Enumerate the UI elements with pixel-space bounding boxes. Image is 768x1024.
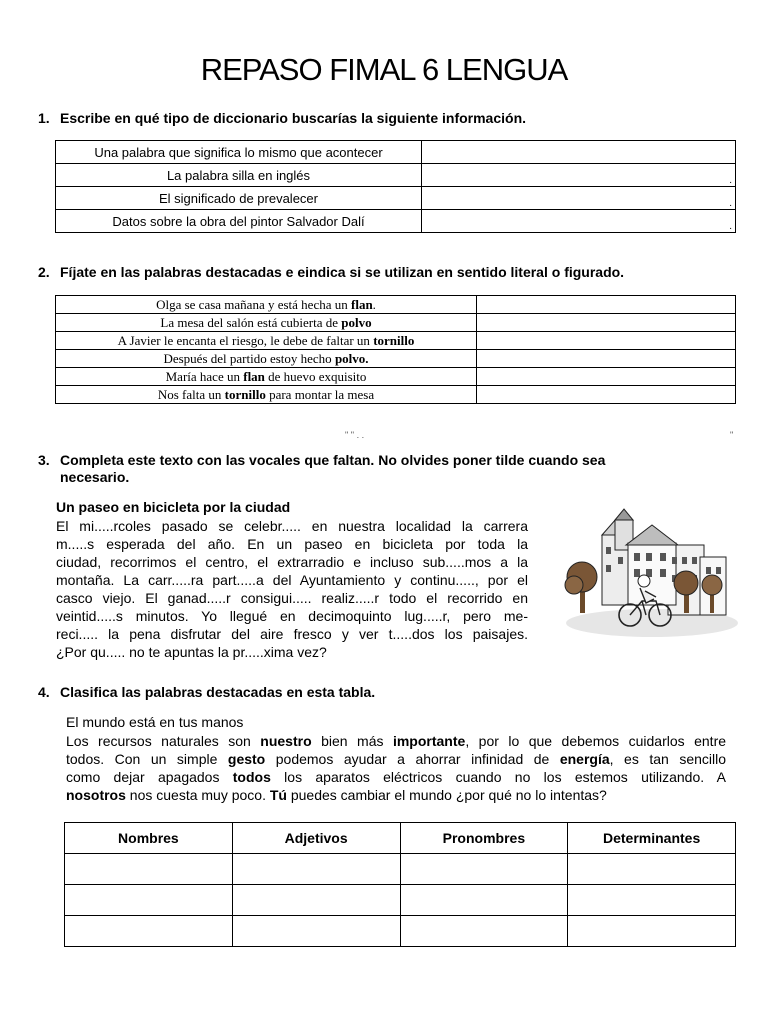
answer-cell[interactable] — [400, 916, 568, 947]
answer-cell[interactable]: . — [422, 187, 736, 210]
answer-cell[interactable]: . — [422, 164, 736, 187]
sentence-cell: La mesa del salón está cubierta de polvo — [56, 314, 477, 332]
city-cyclist-illustration — [560, 505, 738, 640]
answer-cell[interactable] — [232, 885, 400, 916]
table-row — [56, 386, 736, 404]
highlighted-word: todos — [232, 769, 271, 785]
answer-cell[interactable] — [232, 854, 400, 885]
highlighted-word: energía — [559, 751, 610, 767]
table-row — [56, 350, 736, 368]
paragraph-text: podemos ayudar a ahorrar infinidad de — [265, 751, 560, 767]
dictionary-table — [55, 140, 736, 233]
answer-cell[interactable] — [422, 141, 736, 164]
table-row — [56, 187, 736, 210]
table-row — [56, 141, 736, 164]
table-row — [56, 296, 736, 314]
page-title: REPASO FIMAL 6 LENGUA — [200, 52, 568, 87]
answer-cell[interactable] — [477, 386, 736, 404]
dictionary-item: Datos sobre la obra del pintor Salvador Dalí — [56, 210, 422, 233]
column-header: Adjetivos — [232, 823, 400, 854]
paragraph-line — [66, 786, 726, 804]
answer-cell[interactable] — [568, 885, 736, 916]
question-3-number: 3. — [38, 452, 50, 468]
answer-cell[interactable] — [477, 296, 736, 314]
answer-cell[interactable] — [477, 368, 736, 386]
table-row — [65, 916, 736, 947]
question-4-text: Clasifica las palabras destacadas en esta tabla. — [60, 684, 376, 700]
passage-line: ciudad, recorrimos el centro, el extrarradio e incluso sub.....mos a la — [56, 554, 528, 570]
answer-cell[interactable] — [65, 854, 233, 885]
passage-line: El mi.....rcoles pasado se celebr..... en nuestra localidad la carrera — [56, 518, 528, 534]
paragraph-text: , por lo que debemos cuidarlos entre — [465, 733, 727, 749]
stray-marks: " — [730, 430, 734, 440]
paragraph-text: nos cuesta muy poco. — [125, 787, 270, 803]
table-row — [56, 314, 736, 332]
question-1-text: Escribe en qué tipo de diccionario buscarías la siguiente información. — [60, 110, 527, 126]
question-4-number: 4. — [38, 684, 50, 700]
answer-cell[interactable] — [400, 854, 568, 885]
table-header-row — [65, 823, 736, 854]
paragraph-text: Los recursos naturales son — [66, 733, 261, 749]
fill-vowels-passage — [56, 517, 528, 661]
passage-line: casco viejo. El ganad.....r consigui..... realiz.....r todo el recorrido en — [56, 590, 528, 606]
answer-cell[interactable] — [568, 916, 736, 947]
paragraph-line — [66, 750, 726, 768]
dictionary-item: La palabra silla en inglés — [56, 164, 422, 187]
stray-marks: " '' . . — [345, 430, 365, 440]
table-row — [56, 368, 736, 386]
column-header: Nombres — [65, 823, 233, 854]
question-1-number: 1. — [38, 110, 50, 126]
paragraph-line — [66, 768, 726, 786]
answer-cell[interactable] — [477, 350, 736, 368]
passage-line: ¿Por qu..... no te apuntas la pr.....xima vez? — [56, 644, 327, 660]
column-header: Pronombres — [400, 823, 568, 854]
passage-title: Un paseo en bicicleta por la ciudad — [56, 499, 291, 515]
paragraph-title: El mundo está en tus manos — [66, 714, 244, 730]
highlighted-word: Tú — [269, 787, 287, 803]
column-header: Determinantes — [568, 823, 736, 854]
question-3-text-cont: necesario. — [60, 469, 130, 485]
sentence-cell: Olga se casa mañana y está hecha un flan. — [56, 296, 477, 314]
answer-cell[interactable]: . — [422, 210, 736, 233]
paragraph-text: , es tan sencillo — [609, 751, 727, 767]
answer-cell[interactable] — [477, 332, 736, 350]
answer-cell[interactable] — [568, 854, 736, 885]
passage-line: montaña. La carr.....ra part.....a del Ayuntamiento y continu....., por el — [56, 572, 528, 588]
literal-figurative-table — [55, 295, 736, 404]
answer-cell[interactable] — [65, 885, 233, 916]
highlighted-word: importante — [392, 733, 466, 749]
table-row — [65, 885, 736, 916]
paragraph-text: los aparatos eléctricos cuando no los estemos utilizando. A — [270, 769, 726, 785]
answer-cell[interactable] — [400, 885, 568, 916]
passage-line: m.....s esperada del año. En un paseo en bicicleta por toda la — [56, 536, 528, 552]
paragraph-text: todos. Con un simple — [66, 751, 228, 767]
classification-table — [64, 822, 736, 947]
answer-cell[interactable] — [477, 314, 736, 332]
question-2-text: Fíjate en las palabras destacadas e eindica si se utilizan en sentido literal o figurado. — [60, 264, 625, 280]
highlighted-word: nuestro — [260, 733, 312, 749]
table-row — [65, 854, 736, 885]
question-3 — [38, 452, 605, 486]
table-row — [56, 164, 736, 187]
table-row — [56, 210, 736, 233]
answer-cell[interactable] — [232, 916, 400, 947]
paragraph-text: puedes cambiar el mundo ¿por qué no lo intentas? — [286, 787, 607, 803]
highlighted-word: gesto — [227, 751, 266, 767]
paragraph-text: bien más — [311, 733, 393, 749]
table-row — [56, 332, 736, 350]
question-2-number: 2. — [38, 264, 50, 280]
question-2 — [38, 264, 624, 281]
sentence-cell: María hace un flan de huevo exquisito — [56, 368, 477, 386]
question-1 — [38, 110, 526, 127]
highlighted-word: nosotros — [66, 787, 126, 803]
dictionary-item: El significado de prevalecer — [56, 187, 422, 210]
classify-paragraph — [66, 732, 726, 804]
answer-cell[interactable] — [65, 916, 233, 947]
paragraph-line — [66, 732, 726, 750]
sentence-cell: Después del partido estoy hecho polvo. — [56, 350, 477, 368]
passage-line: veintid.....s minutos. Yo llegué en decimoquinto lug.....r, pero me- — [56, 608, 528, 624]
paragraph-text: como dejar apagados — [66, 769, 233, 785]
sentence-cell: A Javier le encanta el riesgo, le debe de faltar un tornillo — [56, 332, 477, 350]
question-3-text: Completa este texto con las vocales que faltan. No olvides poner tilde cuando sea — [60, 452, 606, 468]
dictionary-item: Una palabra que significa lo mismo que acontecer — [56, 141, 422, 164]
question-4 — [38, 684, 375, 701]
passage-line: reci..... la pena disfrutar del aire fresco y ver t.....dos los paisajes. — [56, 626, 528, 642]
sentence-cell: Nos falta un tornillo para montar la mesa — [56, 386, 477, 404]
